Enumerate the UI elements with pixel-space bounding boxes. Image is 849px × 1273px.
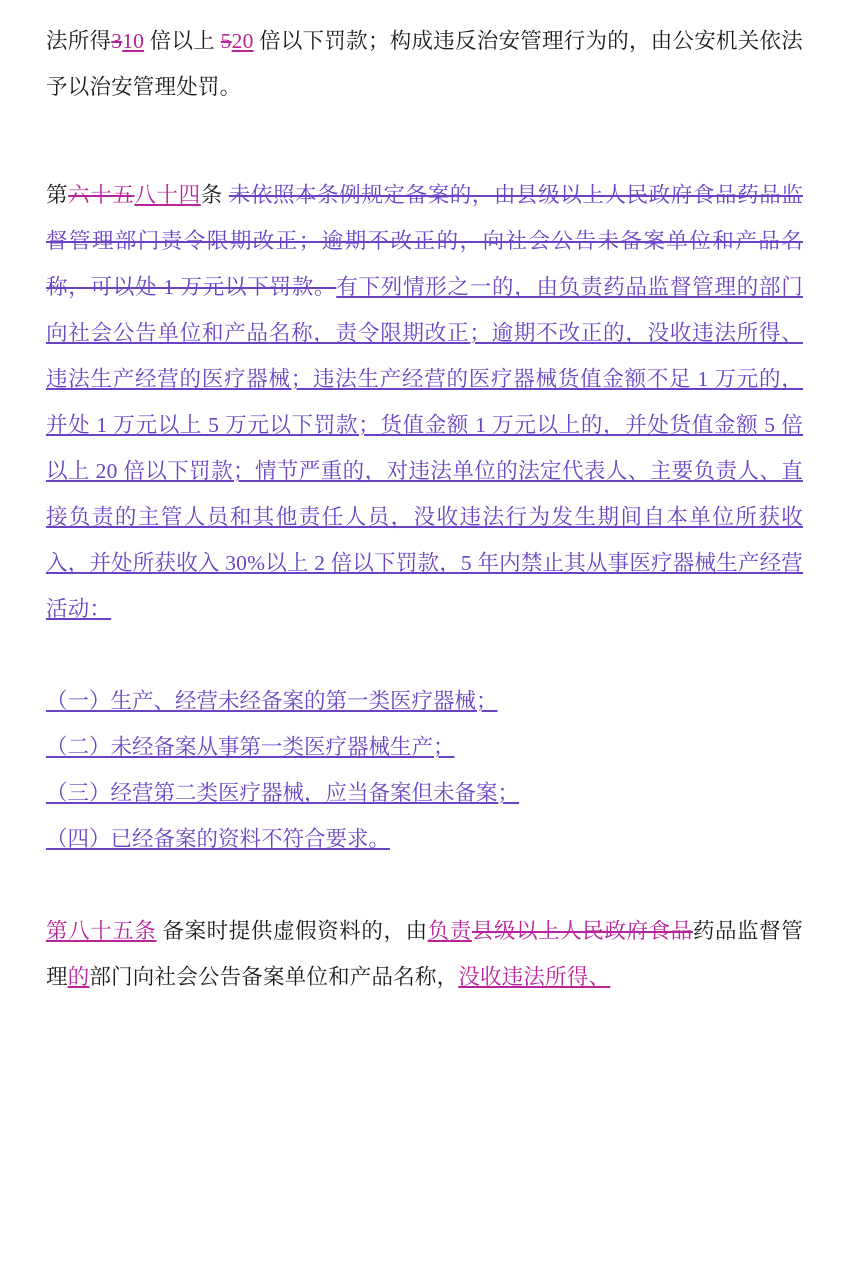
inserted-text: 没收违法所得、: [458, 965, 611, 989]
inserted-text: 的: [67, 965, 90, 989]
paragraph-2: [46, 172, 803, 632]
deleted-text: 县级以上人民政府食品: [471, 919, 693, 943]
inserted-article-number: 第八十五条: [46, 919, 157, 943]
inserted-number: 10: [122, 29, 145, 53]
run-text: 备案时提供虚假资料的，由: [156, 919, 428, 943]
list-item: （二）未经备案从事第一类医疗器械生产；: [46, 735, 455, 759]
list-item: （一）生产、经营未经备案的第一类医疗器械；: [46, 689, 498, 713]
deleted-number: 3: [111, 29, 123, 53]
paragraph-spacer: [46, 632, 803, 678]
list-item: （四）已经备案的资料不符合要求。: [46, 827, 391, 851]
inserted-number: 20: [231, 29, 254, 53]
paragraph-spacer: [46, 110, 803, 172]
inserted-article-number: 八十四: [134, 183, 201, 207]
list-item: （三）经营第二类医疗器械，应当备案但未备案；: [46, 781, 520, 805]
deleted-article-number: 六十五: [68, 183, 135, 207]
run-text: 第: [46, 183, 69, 207]
paragraph-3: [46, 908, 803, 1000]
run-text: 倍以上: [144, 29, 221, 53]
run-text: 法所得: [46, 29, 112, 53]
paragraph-1: [46, 18, 803, 110]
run-text: 部门向社会公告备案单位和产品名称，: [89, 965, 459, 989]
deleted-number: 5: [220, 29, 232, 53]
deleted-clause: 未依照本条例规定备案的，由县级以上人民政府食品药品监督管理部门责令限期改正；逾期不改正的，向社会公告未备案单位和产品名称，可以处 1 万元以下罚款。: [46, 183, 804, 299]
inserted-text: 负责: [427, 919, 472, 943]
run-text: 药品监督管理: [46, 919, 803, 989]
run-text: 倍以下罚款；构成违反治安管理行为的，由公安机关依法予以治安管理处罚。: [46, 29, 803, 99]
run-text: 条: [200, 183, 229, 207]
inserted-clause: 有下列情形之一的，由负责药品监督管理的部门向社会公告单位和产品名称，责令限期改正；逾期不改正的，没收违法所得、违法生产经营的医疗器械；违法生产经营的医疗器械货值金额不足 1 万元的，并处 1 万元以上 5 万元以下罚款；货值金额 1 万元以上的，并处货值金额 5 倍以上 20 倍以下罚款；情节严重的，对违法单位的法定代表人、主要负责人、直接负责的主管人员和其他责任人员，没收违法行为发生期间自本单位所获收入，并处所获收入 30%以上 2 倍以下罚款，5 年内禁止其从事医疗器械生产经营活动：: [46, 275, 804, 621]
paragraph-spacer: [46, 862, 803, 908]
